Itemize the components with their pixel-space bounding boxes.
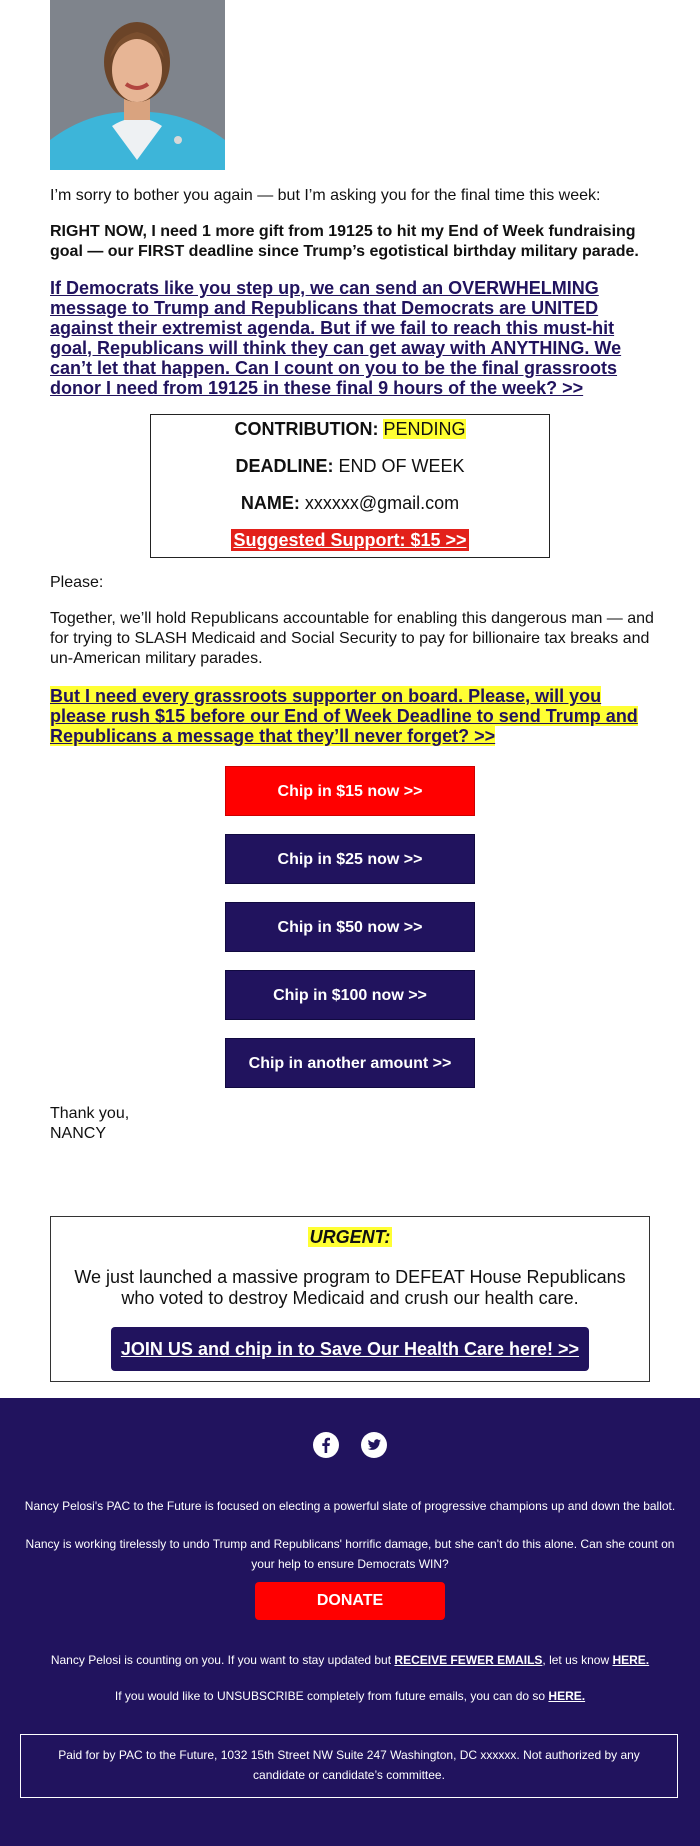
deadline-value: END OF WEEK bbox=[338, 456, 465, 476]
rush-appeal-text[interactable]: But I need every grassroots supporter on board. Please, will you please rush $15 before our End of Week Deadline to send Trump and Republicans a message that they’ll never forget? >> bbox=[50, 686, 638, 746]
chip-in-other-button[interactable]: Chip in another amount >> bbox=[225, 1038, 475, 1088]
please-line: Please: bbox=[50, 574, 104, 591]
contribution-info-box bbox=[150, 414, 550, 558]
right-now-paragraph: RIGHT NOW, I need 1 more gift from 19125 to hit my End of Week fundraising goal — our FIRST deadline since Trump’s egotistical birthday military parade. bbox=[50, 223, 639, 260]
together-paragraph: Together, we’ll hold Republicans accountable for enabling this dangerous man — and for trying to SLASH Medicaid and Social Security to pay for billionaire tax breaks and un-American military parades. bbox=[50, 610, 654, 667]
chip-in-50-button[interactable]: Chip in $50 now >> bbox=[225, 902, 475, 952]
intro-line: I’m sorry to bother you again — but I’m asking you for the final time this week: bbox=[50, 187, 601, 204]
twitter-icon[interactable] bbox=[361, 1432, 387, 1458]
urgent-label bbox=[51, 1227, 649, 1248]
deadline-label: DEADLINE: bbox=[235, 456, 334, 476]
contribution-row bbox=[151, 419, 549, 440]
main-appeal-link[interactable]: If Democrats like you step up, we can send an OVERWHELMING message to Trump and Republicans that Democrats are UNITED against their extremist agenda. But if we fail to reach this must-hit goal, Republicans will think they can get away with ANYTHING. We can’t let that happen. Can I count on you to be the final grassroots donor I need from 19125 in these final 9 hours of the week? >> bbox=[50, 278, 622, 398]
footer-appeal: Nancy is working tirelessly to undo Trump and Republicans' horrific damage, but she can't do this alone. Can she count on your help to ensure Democrats WIN? bbox=[25, 1537, 675, 1571]
urgent-text: We just launched a massive program to DEFEAT House Republicans who voted to destroy Medicaid and crush our health care. bbox=[74, 1267, 626, 1308]
name-label: NAME: bbox=[240, 493, 300, 513]
urgent-label-text: URGENT: bbox=[309, 1227, 391, 1247]
fewer-emails-here-link[interactable]: HERE. bbox=[612, 1653, 650, 1667]
suggested-support-row bbox=[151, 530, 549, 551]
rush-appeal-link[interactable] bbox=[50, 686, 660, 746]
name-row bbox=[151, 493, 549, 514]
deadline-row bbox=[151, 456, 549, 477]
fewer-emails-line bbox=[20, 1650, 680, 1670]
contribution-status: PENDING bbox=[383, 419, 466, 439]
chip-in-25-button[interactable]: Chip in $25 now >> bbox=[225, 834, 475, 884]
urgent-box bbox=[50, 1216, 650, 1382]
unsubscribe-here-link[interactable]: HERE. bbox=[548, 1689, 586, 1703]
join-us-button[interactable]: JOIN US and chip in to Save Our Health Care here! >> bbox=[111, 1327, 589, 1371]
name-value: xxxxxx@gmail.com bbox=[304, 493, 460, 513]
facebook-icon[interactable] bbox=[313, 1432, 339, 1458]
fewer-emails-middle: , let us know bbox=[542, 1653, 610, 1667]
suggested-support-link[interactable]: Suggested Support: $15 >> bbox=[233, 530, 467, 550]
unsubscribe-prefix: If you would like to UNSUBSCRIBE completely from future emails, you can do so bbox=[114, 1689, 546, 1703]
signoff-name: NANCY bbox=[50, 1125, 107, 1142]
donate-button[interactable]: DONATE bbox=[255, 1582, 445, 1620]
sender-photo bbox=[50, 0, 225, 170]
contribution-label: CONTRIBUTION: bbox=[234, 419, 379, 439]
chip-in-100-button[interactable]: Chip in $100 now >> bbox=[225, 970, 475, 1020]
unsubscribe-line bbox=[20, 1686, 680, 1706]
signoff-thanks: Thank you, bbox=[50, 1105, 130, 1122]
footer bbox=[0, 1398, 700, 1846]
chip-in-15-button[interactable]: Chip in $15 now >> bbox=[225, 766, 475, 816]
paid-for-box: Paid for by PAC to the Future, 1032 15th Street NW Suite 247 Washington, DC xxxxxx. Not authorized by any candidate or candidate’s committee. bbox=[20, 1734, 678, 1798]
fewer-emails-prefix: Nancy Pelosi is counting on you. If you want to stay updated but bbox=[50, 1653, 392, 1667]
footer-about: Nancy Pelosi's PAC to the Future is focused on electing a powerful slate of progressive champions up and down the ballot. bbox=[24, 1499, 676, 1513]
receive-fewer-emails-link[interactable]: RECEIVE FEWER EMAILS bbox=[394, 1653, 543, 1667]
